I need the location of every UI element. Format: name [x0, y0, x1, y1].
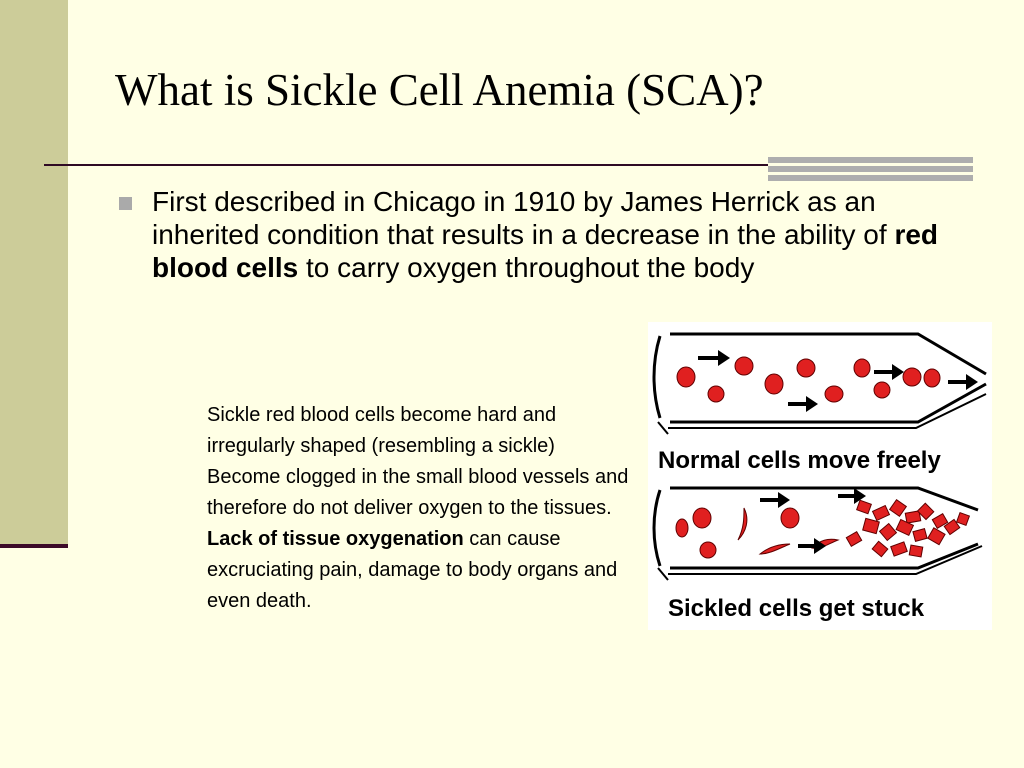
bullet-text-start: First described in Chicago in 1910 by James Herrick as an inherited condition that results in a decrease in the ability of: [152, 186, 895, 250]
bullet-text-bold: red blood cells: [152, 219, 939, 283]
square-bullet-icon: [119, 197, 132, 210]
description-bold: Lack of tissue oxygenation: [207, 528, 464, 550]
description-block: [207, 400, 637, 617]
bullet-text-end: to carry oxygen throughout the body: [298, 252, 755, 283]
description-line-3: [207, 524, 637, 617]
blood-vessel-figure: [648, 322, 992, 630]
title-divider: [44, 164, 768, 166]
decorative-side-bar: [0, 0, 68, 548]
figure-caption-normal: Normal cells move freely: [658, 447, 941, 474]
bullet-text: [152, 185, 970, 284]
decorative-gray-bars: [768, 157, 973, 181]
description-line-1: Sickle red blood cells become hard and irregularly shaped (resembling a sickle): [207, 404, 557, 457]
normal-vessel: [654, 334, 986, 434]
slide-title: What is Sickle Cell Anemia (SCA)?: [115, 65, 764, 115]
figure-caption-sickle: Sickled cells get stuck: [668, 595, 925, 622]
description-line-2: Become clogged in the small blood vessels and therefore do not deliver oxygen to the tissues.: [207, 466, 629, 519]
description-rest: can cause excruciating pain, damage to body organs and even death.: [207, 528, 618, 612]
sickle-vessel: [654, 488, 982, 580]
decorative-side-bar-line: [0, 544, 68, 548]
blood-vessel-illustration: [648, 322, 992, 630]
